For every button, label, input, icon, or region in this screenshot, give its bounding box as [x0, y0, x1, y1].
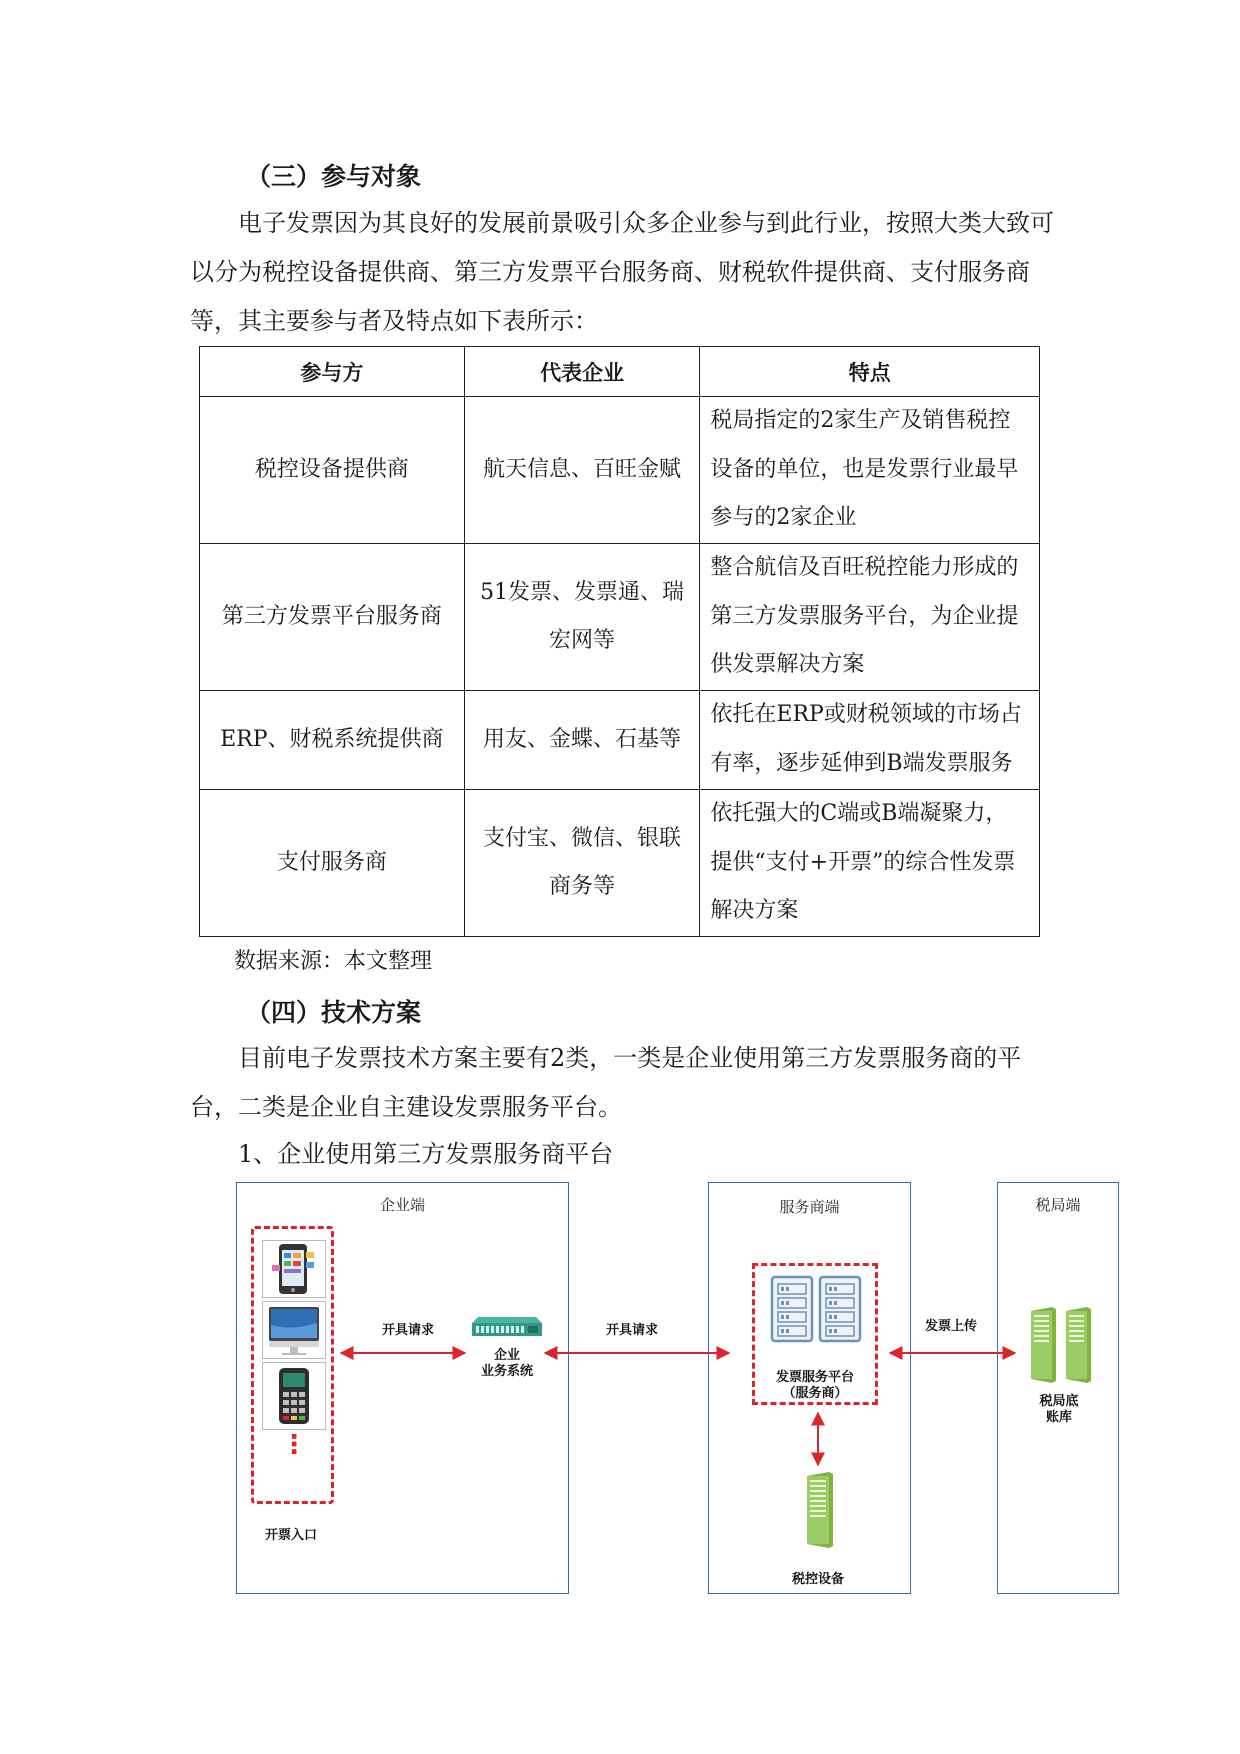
more-devices-ellipsis: ⋮ [281, 1430, 307, 1460]
invoice-platform-label-line2: （服务商） [782, 1386, 848, 1401]
section3-paragraph: 电子发票因为其良好的发展前景吸引众多企业参与到此行业，按照大类大致可以分为税控设备提供商、第三方发票平台服务商、财税软件提供商、支付服务商等，其主要参与者及特点如下表所示： [190, 209, 1054, 335]
table-cell-companies: 用友、金蝶、石基等 [464, 691, 700, 790]
biz-system-label-line2: 业务系统 [480, 1364, 533, 1379]
entry-label: 开票入口 [264, 1528, 317, 1543]
enterprise-title: 企业端 [379, 1196, 425, 1214]
invoice-platform-label [756, 1370, 874, 1402]
green-server-icon [1028, 1305, 1058, 1385]
green-server-icon [1063, 1305, 1093, 1385]
request-label-1: 开具请求 [381, 1323, 434, 1338]
biz-system-label [462, 1348, 552, 1380]
request-label-2: 开具请求 [605, 1323, 658, 1338]
tax-ledger-label-line1: 税局底 [1039, 1394, 1079, 1409]
table-header-companies: 代表企业 [464, 347, 700, 397]
table-cell-features: 税局指定的2家生产及销售税控设备的单位，也是发票行业最早参与的2家企业 [700, 397, 1040, 544]
server-rack-icon [770, 1275, 862, 1343]
table-header-party: 参与方 [200, 347, 465, 397]
tax-ledger-label-line2: 账库 [1045, 1410, 1072, 1425]
table-source-note: 数据来源：本文整理 [234, 949, 433, 974]
table-header-features: 特点 [700, 347, 1040, 397]
provider-title: 服务商端 [779, 1198, 840, 1216]
table-cell-party: ERP、财税系统提供商 [200, 691, 465, 790]
table-cell-companies: 支付宝、微信、银联商务等 [464, 790, 700, 937]
tax-control-device-icon [803, 1470, 835, 1550]
section4-subheading: 1、企业使用第三方发票服务商平台 [238, 1140, 614, 1168]
tax-device-label: 税控设备 [791, 1572, 844, 1587]
upload-label: 发票上传 [924, 1319, 977, 1334]
tax-ledger-label [1018, 1394, 1100, 1426]
section3-heading: （三）参与对象 [246, 162, 422, 191]
tax-bureau-title: 税局端 [1035, 1196, 1081, 1214]
table-cell-party: 税控设备提供商 [200, 397, 465, 544]
table-cell-party: 第三方发票平台服务商 [200, 544, 465, 691]
section4-heading: （四）技术方案 [246, 998, 422, 1027]
table-cell-features: 整合航信及百旺税控能力形成的第三方发票服务平台，为企业提供发票解决方案 [700, 544, 1040, 691]
section4-paragraph: 目前电子发票技术方案主要有2类，一类是企业使用第三方发票服务商的平台，二类是企业自主建设发票服务平台。 [190, 1044, 1022, 1121]
table-cell-companies: 51发票、发票通、瑞宏网等 [464, 544, 700, 691]
table-cell-party: 支付服务商 [200, 790, 465, 937]
biz-system-label-line1: 企业 [493, 1348, 520, 1363]
invoice-platform-label-line1: 发票服务平台 [775, 1370, 854, 1385]
table-cell-features: 依托在ERP或财税领域的市场占有率，逐步延伸到B端发票服务 [700, 691, 1040, 790]
table-cell-features: 依托强大的C端或B端凝聚力，提供“支付+开票”的综合性发票解决方案 [700, 790, 1040, 937]
network-switch-icon [470, 1315, 544, 1339]
table-cell-companies: 航天信息、百旺金赋 [464, 397, 700, 544]
